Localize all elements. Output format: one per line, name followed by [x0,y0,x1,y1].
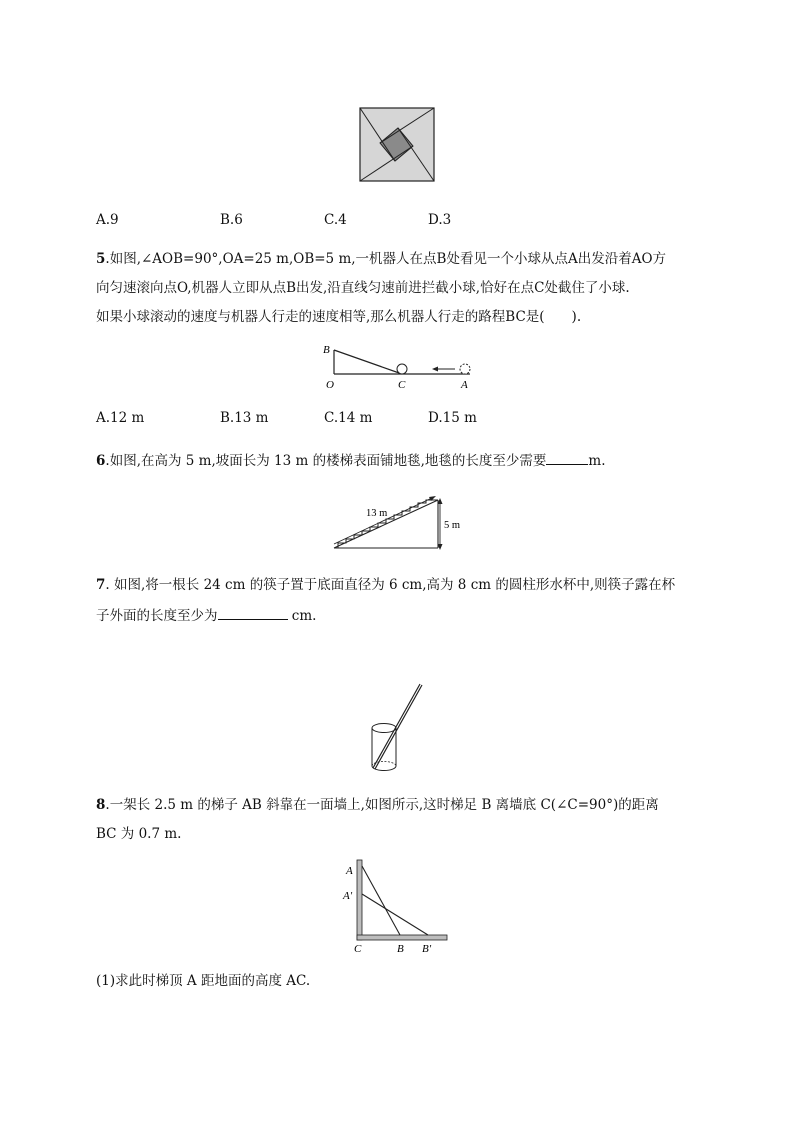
segment-BC [334,350,402,374]
q5-line-1 [96,250,666,268]
q4-option-a[interactable]: A.9 [96,212,119,228]
q5-line-2: 向匀速滚向点O,机器人立即从点B出发,沿直线匀速前进拦截小球,恰好在点C处截住了小球. [96,280,630,296]
q6-text-before: .如图,在高为 5 m,坡面长为 13 m 的楼梯表面铺地毯,地毯的长度至少需要 [105,453,547,469]
label-O: O [326,379,334,391]
ladder-A-prime-B-prime [362,894,428,935]
wall [357,860,362,940]
label-13m: 13 m [366,508,388,519]
q5-option-b[interactable]: B.13 m [220,410,269,426]
q5-figure [318,338,478,394]
q8-sub-question-1: (1)求此时梯顶 A 距地面的高度 AC. [96,973,311,989]
q8-line-1 [96,796,659,814]
q7-number: 7 [96,577,106,593]
q7-text-before: 子外面的长度至少为 [96,608,218,624]
q4-option-d[interactable]: D.3 [428,212,452,228]
label-A: A [461,379,468,391]
q7-answer-blank[interactable] [218,605,288,620]
q6-line-1 [96,450,606,470]
label-A: A [346,865,353,877]
q4-option-c[interactable]: C.4 [324,212,347,228]
q4-square-figure [358,106,436,183]
q5-option-c[interactable]: C.14 m [324,410,373,426]
q6-answer-blank[interactable] [546,450,588,465]
q7-line-2 [96,605,316,625]
q8-figure [340,856,452,956]
ladder-AB [362,866,400,935]
label-C: C [354,943,362,955]
q4-option-b[interactable]: B.6 [220,212,243,228]
q5-option-a[interactable]: A.12 m [96,410,145,426]
q7-line-1 [96,576,675,594]
label-C: C [398,379,406,391]
q5-text-1: .如图,∠AOB=90°,OA=25 m,OB=5 m,一机器人在点B处看见一个小球从点A出发沿着AO方 [105,251,667,267]
q8-line-2: BC 为 0.7 m. [96,826,182,842]
ball-at-A [460,364,470,374]
label-B-prime: B′ [422,943,432,955]
q7-text-1: . 如图,将一根长 24 cm 的筷子置于底面直径为 6 cm,高为 8 cm 的圆柱形水杯中,则筷子露在杯 [105,577,676,593]
q6-figure [328,492,468,552]
q6-text-after: m. [588,453,606,469]
cup-top-rim [372,724,396,733]
label-5m: 5 m [444,520,461,531]
label-A-prime: A′ [343,890,353,902]
floor [357,935,447,940]
q7-text-after: cm. [287,608,317,624]
motion-arrowhead [432,367,438,372]
q5-line-3: 如果小球滚动的速度与机器人行走的速度相等,那么机器人行走的路程BC是( ). [96,309,582,325]
label-B: B [323,344,330,356]
q5-option-d[interactable]: D.15 m [428,410,477,426]
ball-at-C [397,364,407,374]
q7-figure [364,680,428,778]
q5-number: 5 [96,251,106,267]
q8-number: 8 [96,797,106,813]
q6-number: 6 [96,453,106,469]
q8-text-1: .一架长 2.5 m 的梯子 AB 斜靠在一面墙上,如图所示,这时梯足 B 离墙底 C(∠C=90°)的距离 [105,797,659,813]
slope-dimension [334,497,434,544]
label-B: B [397,943,404,955]
